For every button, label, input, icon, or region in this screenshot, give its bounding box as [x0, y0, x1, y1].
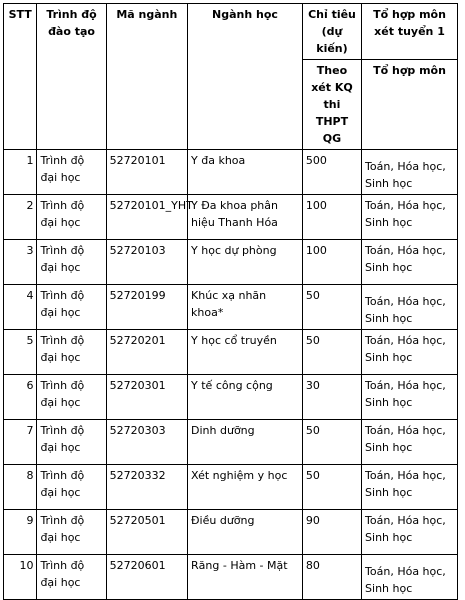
table-row — [4, 285, 458, 330]
table-body — [4, 150, 458, 600]
row-combo: Toán, Hóa học, Sinh học — [362, 330, 458, 375]
row-stt: 4 — [4, 285, 37, 330]
row-stt: 9 — [4, 510, 37, 555]
table-row — [4, 420, 458, 465]
header-code: Mã ngành — [106, 4, 187, 150]
row-major: Xét nghiệm y học — [188, 465, 303, 510]
row-code: 52720601 — [106, 555, 187, 600]
row-stt: 8 — [4, 465, 37, 510]
row-level: Trình độ đại học — [37, 375, 106, 420]
row-code: 52720101_YHT — [106, 195, 187, 240]
table-row — [4, 555, 458, 600]
row-quota: 50 — [302, 465, 361, 510]
row-major: Y Đa khoa phân hiệu Thanh Hóa — [188, 195, 303, 240]
table-row — [4, 375, 458, 420]
header-major: Ngành học — [188, 4, 303, 150]
row-major: Y đa khoa — [188, 150, 303, 195]
row-major: Y học cổ truyền — [188, 330, 303, 375]
row-major: Dinh dưỡng — [188, 420, 303, 465]
row-quota: 50 — [302, 330, 361, 375]
row-level: Trình độ đại học — [37, 195, 106, 240]
row-code: 52720101 — [106, 150, 187, 195]
table-row — [4, 150, 458, 195]
row-quota: 50 — [302, 285, 361, 330]
row-level: Trình độ đại học — [37, 420, 106, 465]
row-quota: 80 — [302, 555, 361, 600]
row-combo: Toán, Hóa học, Sinh học — [362, 285, 458, 330]
row-quota: 100 — [302, 240, 361, 285]
row-combo: Toán, Hóa học, Sinh học — [362, 150, 458, 195]
row-major: Răng - Hàm - Mặt — [188, 555, 303, 600]
admissions-table — [3, 3, 458, 600]
row-quota: 50 — [302, 420, 361, 465]
row-quota: 30 — [302, 375, 361, 420]
header-combo-sub: Tổ hợp môn — [362, 60, 458, 150]
row-combo: Toán, Hóa học, Sinh học — [362, 420, 458, 465]
header-stt: STT — [4, 4, 37, 150]
row-level: Trình độ đại học — [37, 465, 106, 510]
row-stt: 3 — [4, 240, 37, 285]
table-row — [4, 465, 458, 510]
row-level: Trình độ đại học — [37, 150, 106, 195]
row-stt: 6 — [4, 375, 37, 420]
table-row — [4, 510, 458, 555]
row-stt: 7 — [4, 420, 37, 465]
row-major: Y tế công cộng — [188, 375, 303, 420]
table-row — [4, 195, 458, 240]
row-major: Điều dưỡng — [188, 510, 303, 555]
row-stt: 1 — [4, 150, 37, 195]
row-quota: 90 — [302, 510, 361, 555]
row-major: Y học dự phòng — [188, 240, 303, 285]
row-code: 52720301 — [106, 375, 187, 420]
row-major: Khúc xạ nhãn khoa* — [188, 285, 303, 330]
row-combo: Toán, Hóa học, Sinh học — [362, 195, 458, 240]
row-level: Trình độ đại học — [37, 510, 106, 555]
row-code: 52720199 — [106, 285, 187, 330]
header-combo: Tổ hợp môn xét tuyển 1 — [362, 4, 458, 60]
header-level: Trình độ đào tạo — [37, 4, 106, 150]
header-quota: Chỉ tiêu (dự kiến) — [302, 4, 361, 60]
row-quota: 500 — [302, 150, 361, 195]
row-combo: Toán, Hóa học, Sinh học — [362, 375, 458, 420]
row-code: 52720201 — [106, 330, 187, 375]
row-stt: 2 — [4, 195, 37, 240]
row-combo: Toán, Hóa học, Sinh học — [362, 465, 458, 510]
row-level: Trình độ đại học — [37, 285, 106, 330]
row-combo: Toán, Hóa học, Sinh học — [362, 510, 458, 555]
row-level: Trình độ đại học — [37, 330, 106, 375]
row-code: 52720103 — [106, 240, 187, 285]
row-stt: 10 — [4, 555, 37, 600]
header-quota-sub: Theo xét KQ thi THPT QG — [302, 60, 361, 150]
row-combo: Toán, Hóa học, Sinh học — [362, 240, 458, 285]
row-level: Trình độ đại học — [37, 555, 106, 600]
row-code: 52720501 — [106, 510, 187, 555]
table-row — [4, 330, 458, 375]
row-quota: 100 — [302, 195, 361, 240]
row-combo: Toán, Hóa học, Sinh học — [362, 555, 458, 600]
row-level: Trình độ đại học — [37, 240, 106, 285]
row-code: 52720303 — [106, 420, 187, 465]
table-row — [4, 240, 458, 285]
row-stt: 5 — [4, 330, 37, 375]
row-code: 52720332 — [106, 465, 187, 510]
